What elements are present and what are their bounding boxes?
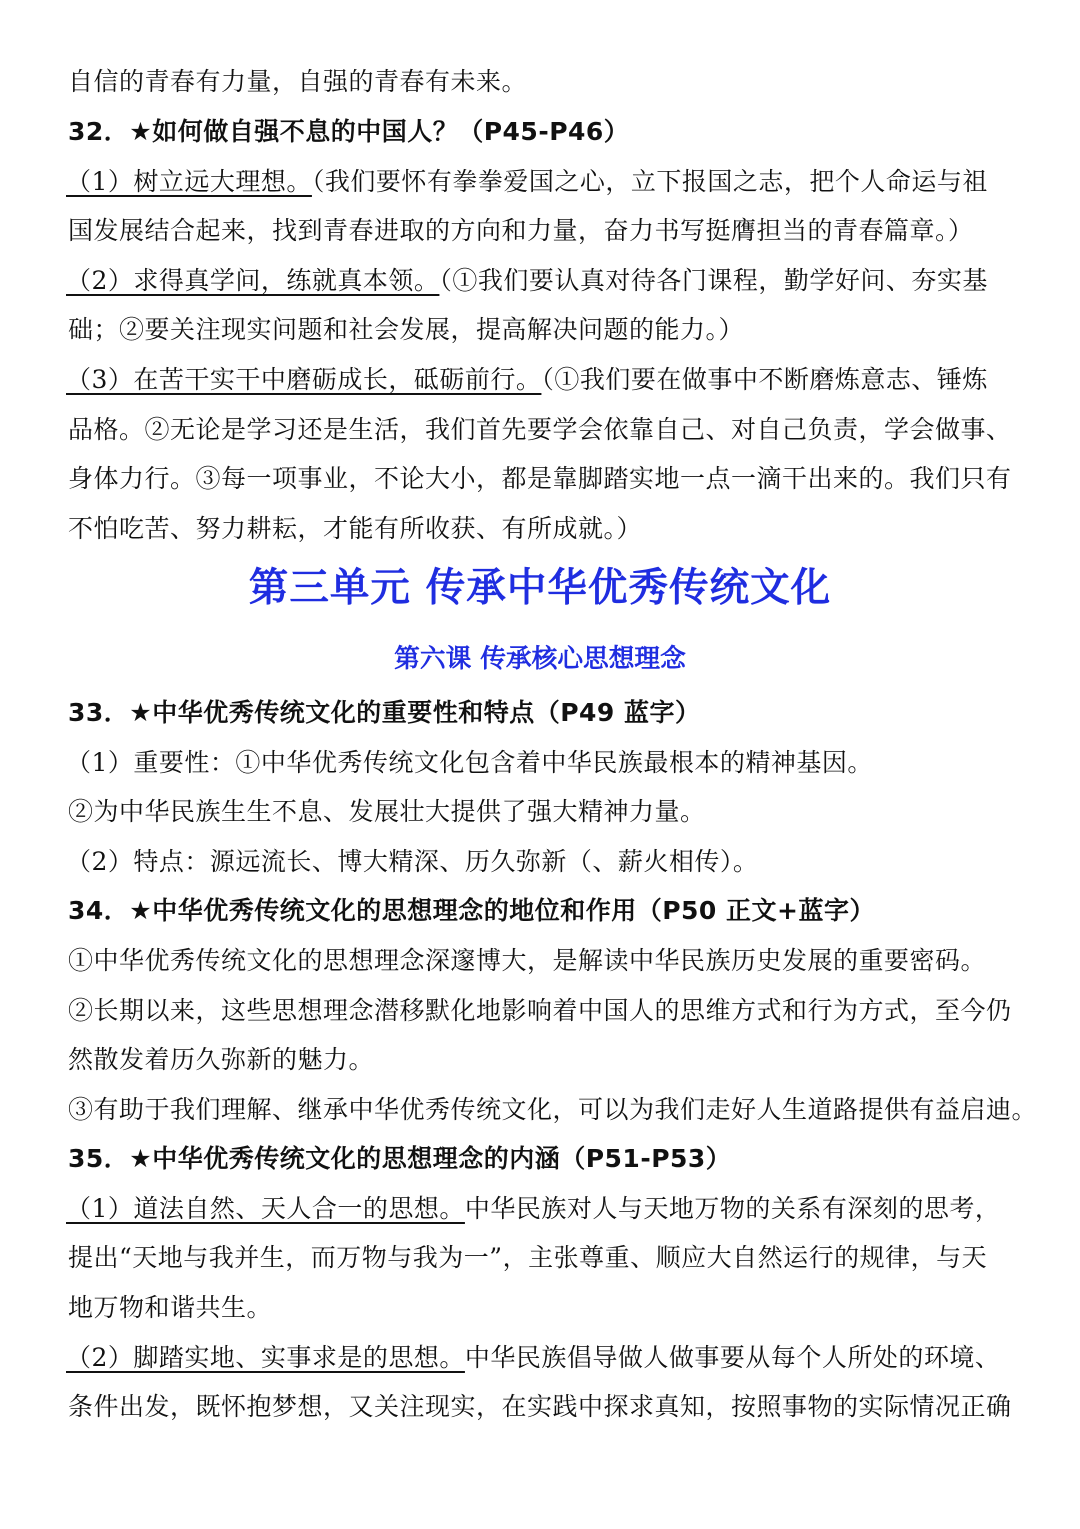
q34-line-1: ①中华优秀传统文化的思想理念深邃博大，是解读中华民族历史发展的重要密码。: [68, 946, 987, 975]
q34-line-2: ②长期以来，这些思想理念潜移默化地影响着中国人的思维方式和行为方式，至今仍: [68, 996, 1012, 1025]
q35-point-1-head: （1）道法自然、天人合一的思想。: [66, 1194, 465, 1223]
intro-line: 自信的青春有力量，自强的青春有未来。: [68, 67, 528, 96]
q32-point-3-head: （3）在苦干实干中磨砺成长，砥砺前行。: [66, 365, 542, 394]
q35-point-2: [66, 1333, 1040, 1383]
q32-point-1-head: （1）树立远大理想。: [66, 167, 312, 196]
q32-point-3-body-cont-1: 品格。②无论是学习还是生活，我们首先要学会依靠自己、对自己负责，学会做事、: [68, 415, 1012, 444]
q35-point-1-body-cont-1: 提出“天地与我并生，而万物与我为一”，主张尊重、顺应大自然运行的规律，与天: [68, 1243, 988, 1272]
q32-point-2-body-cont: 础；②要关注现实问题和社会发展，提高解决问题的能力。）: [68, 315, 745, 344]
q32-point-2-head: （2）求得真学问，练就真本领。: [66, 266, 440, 295]
q35-point-2-head: （2）脚踏实地、实事求是的思想。: [66, 1343, 465, 1372]
q34-line-4: ③有助于我们理解、继承中华优秀传统文化，可以为我们走好人生道路提供有益启迪。: [68, 1095, 1038, 1124]
q33-line-1: （1）重要性：①中华优秀传统文化包含着中华民族最根本的精神基因。: [66, 748, 873, 777]
lesson-title: 第六课 传承核心思想理念: [394, 644, 686, 674]
q32-point-3-body-cont-3: 不怕吃苦、努力耕耘，才能有所收获、有所成就。）: [68, 514, 643, 543]
q32-title: 32．★如何做自强不息的中国人？（P45-P46）: [68, 117, 630, 146]
q34-title: 34．★中华优秀传统文化的思想理念的地位和作用（P50 正文+蓝字）: [68, 896, 875, 925]
q35-point-1-body-cont-2: 地万物和谐共生。: [68, 1293, 273, 1322]
q32-point-3-body-cont-2: 身体力行。③每一项事业，不论大小，都是靠脚踏实地一点一滴干出来的。我们只有: [68, 464, 1012, 493]
q35-title: 35．★中华优秀传统文化的思想理念的内涵（P51-P53）: [68, 1144, 732, 1173]
q33-title: 33．★中华优秀传统文化的重要性和特点（P49 蓝字）: [68, 698, 701, 727]
q33-line-2: ②为中华民族生生不息、发展壮大提供了强大精神力量。: [68, 797, 706, 826]
q35-point-1-body: 中华民族对人与天地万物的关系有深刻的思考，: [464, 1194, 1001, 1223]
q35-point-2-body-cont: 条件出发，既怀抱梦想，又关注现实，在实践中探求真知，按照事物的实际情况正确: [68, 1392, 1012, 1421]
q32-point-1: [66, 157, 1040, 207]
unit-title: 第三单元 传承中华优秀传统文化: [248, 565, 832, 611]
q32-point-2: [66, 256, 1040, 306]
q35-point-2-body: 中华民族倡导做人做事要从每个人所处的环境、: [464, 1343, 1001, 1372]
q32-point-3-body: （①我们要在做事中不断磨炼意志、锤炼: [541, 365, 988, 394]
q32-point-1-body-cont: 国发展结合起来，找到青春进取的方向和力量，奋力书写挺膺担当的青春篇章。）: [68, 216, 974, 245]
q33-line-3: （2）特点：源远流长、博大精深、历久弥新（、薪火相传）。: [66, 847, 759, 876]
q35-point-1: [66, 1184, 1040, 1234]
q32-point-3: [66, 355, 1040, 405]
q32-point-1-body: （我们要怀有拳拳爱国之心，立下报国之志，把个人命运与祖: [311, 167, 988, 196]
q34-line-3: 然散发着历久弥新的魅力。: [68, 1045, 375, 1074]
q32-point-2-body: （①我们要认真对待各门课程，勤学好问、夯实基: [439, 266, 988, 295]
